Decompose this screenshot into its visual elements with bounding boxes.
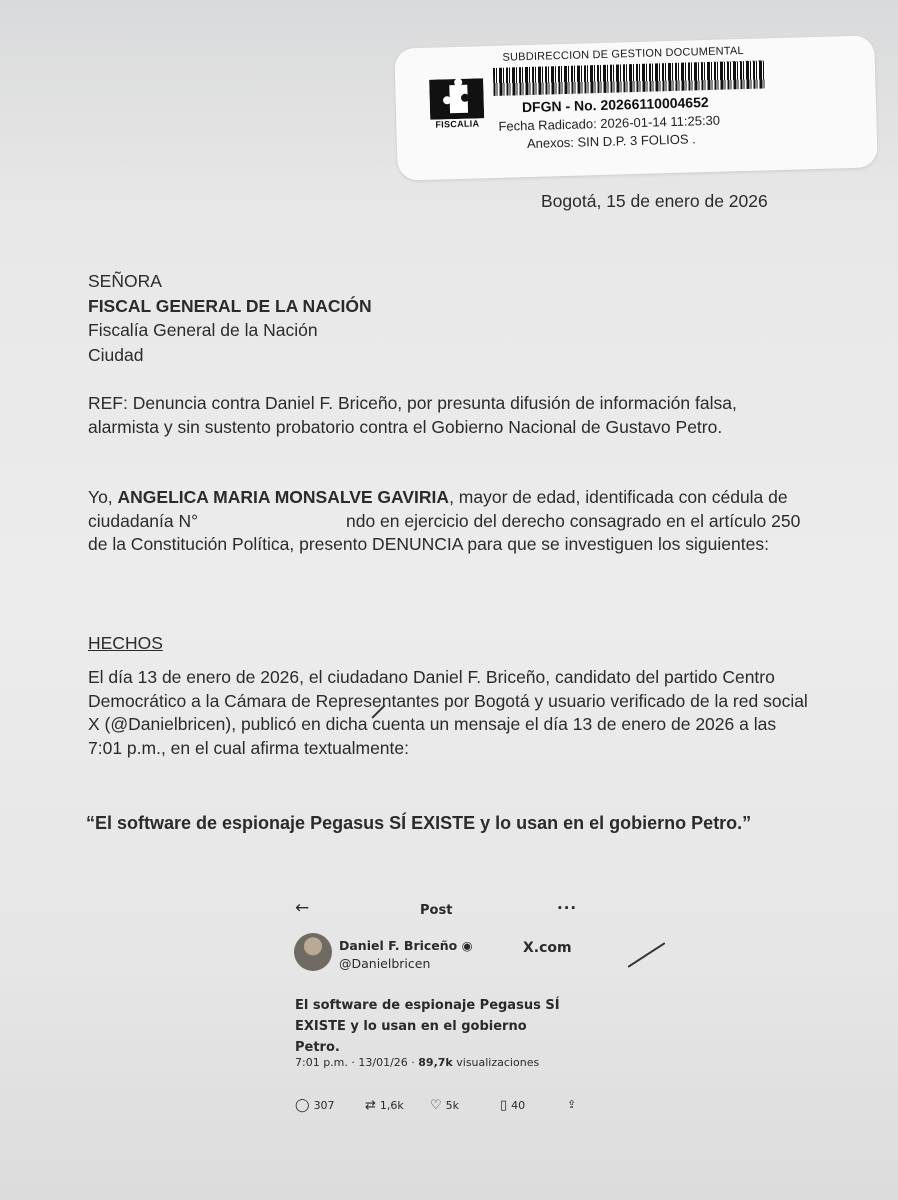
intro-paragraph: [88, 486, 808, 557]
heart-icon: ♡: [430, 1098, 442, 1113]
like-count: 5k: [445, 1099, 460, 1112]
logo-label: FISCALIA: [435, 118, 480, 130]
stamp-org: SUBDIRECCION DE GESTION DOCUMENTAL: [502, 44, 744, 64]
arrow-left-icon: ←: [295, 898, 310, 918]
recipient-city: Ciudad: [88, 344, 144, 365]
bookmark-count: 40: [511, 1099, 526, 1112]
pen-mark: [627, 942, 665, 968]
tweet-meta: [295, 1056, 539, 1069]
share-icon: ⇪: [567, 1098, 577, 1111]
reply-action: [295, 1098, 335, 1113]
more-icon: ···: [557, 899, 578, 917]
fiscalia-logo: [429, 78, 485, 139]
tweet-screenshot: [290, 895, 590, 1135]
author-handle: @Danielbricen: [339, 956, 431, 971]
author-name: Daniel F. Briceño: [339, 938, 458, 953]
redaction: [203, 515, 346, 529]
reference: REF: Denuncia contra Daniel F. Briceño, por presunta difusión de información falsa, alarmista y sin sustento probatorio contra el Gobierno Nacional de Gustavo Petro.: [88, 393, 737, 437]
letter-date: Bogotá, 15 de enero de 2026: [541, 191, 768, 211]
hechos-text: El día 13 de enero de 2026, el ciudadano Daniel F. Briceño, candidato del partido Centro Democrático a la Cámara de Representantes por Bogotá y usuario verificado de la red social X (@Danielbricen), publicó en dicha cuenta un mensaje el día 13 de enero de 2026 a las 7:01 p.m., en el cual afirma textualmente:: [88, 667, 808, 758]
reply-count: 307: [313, 1099, 335, 1112]
recipient: FISCAL GENERAL DE LA NACIÓN: [88, 295, 372, 316]
recipient-org: Fiscalía General de la Nación: [88, 320, 318, 340]
quote: “El software de espionaje Pegasus SÍ EXISTE y lo usan en el gobierno Petro.”: [86, 813, 752, 833]
hechos-heading: HECHOS: [88, 633, 163, 653]
repost-icon: ⇄: [365, 1098, 376, 1113]
para-end: ndo en ejercicio del derecho consagrado en el artículo 250 de la Constitución Política, presento DENUNCIA para que se investiguen los siguientes:: [88, 510, 801, 555]
repost-action: [365, 1098, 404, 1113]
complainant-name: ANGELICA MARIA MONSALVE GAVIRIA: [117, 487, 450, 507]
views-label: visualizaciones: [452, 1056, 540, 1069]
para-start: Yo,: [88, 487, 118, 507]
barcode: [493, 60, 766, 96]
tweet-header: Post: [420, 903, 453, 918]
address-block: [88, 270, 372, 368]
reply-icon: ◯: [295, 1098, 310, 1113]
tweet-views: 89,7k: [418, 1056, 453, 1069]
verified-icon: ◉: [461, 938, 473, 953]
bookmark-icon: ▯: [500, 1098, 508, 1113]
tweet-text: El software de espionaje Pegasus SÍ EXISTE y lo usan en el gobierno Petro.: [295, 998, 560, 1055]
avatar: [294, 933, 332, 971]
site-label: X.com: [523, 940, 572, 956]
anexos: Anexos: SIN D.P. 3 FOLIOS .: [526, 131, 696, 152]
radicado-date: Fecha Radicado: 2026-01-14 11:25:30: [498, 112, 721, 134]
puzzle-logo-icon: [429, 78, 484, 119]
like-action: [430, 1098, 459, 1113]
repost-count: 1,6k: [379, 1099, 404, 1112]
para-mid: , mayor de edad, identificada con cédula de ciudadanía N°: [88, 487, 788, 531]
tweet-time-date: 7:01 p.m. · 13/01/26 ·: [295, 1056, 419, 1069]
bookmark-action: [500, 1098, 525, 1113]
salutation: SEÑORA: [88, 271, 162, 291]
radicado-number: DFGN - No. 20266110004652: [521, 93, 709, 116]
registration-stamp: [394, 35, 877, 180]
tweet-author: [339, 938, 473, 953]
